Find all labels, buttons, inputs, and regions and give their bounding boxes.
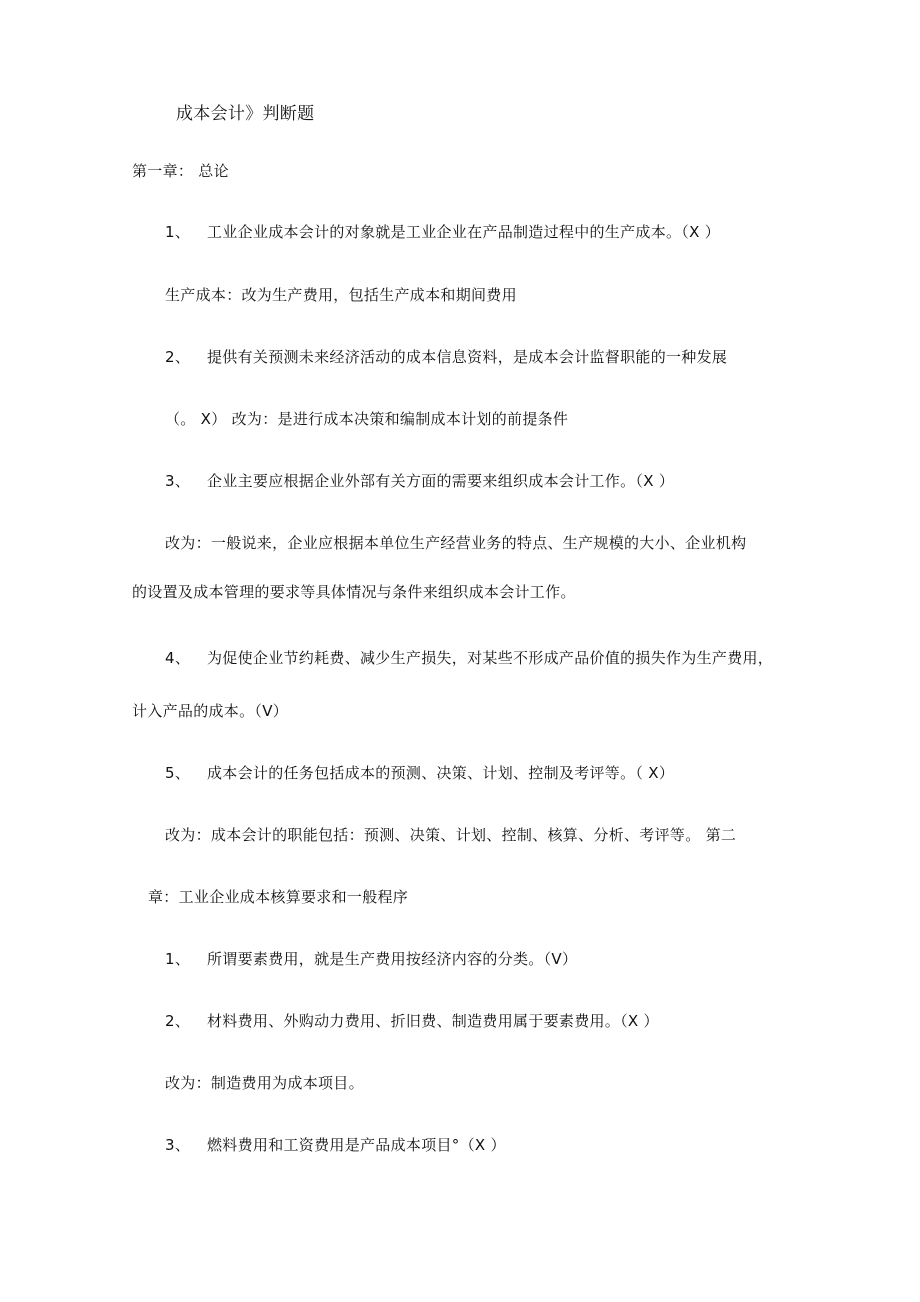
correction-note: 生产成本：改为生产费用，包括生产成本和期间费用 (165, 286, 517, 304)
chapter-heading-continued: 章：工业企业成本核算要求和一般程序 (148, 888, 409, 906)
item-number: 3、 (165, 472, 191, 490)
item-text: 材料费用、外购动力费用、折旧费、制造费用属于要素费用。（X ） (207, 1012, 659, 1030)
item-number: 2、 (165, 1012, 191, 1030)
item-number: 3、 (165, 1136, 191, 1154)
list-item (165, 222, 720, 242)
item-number: 1、 (165, 950, 191, 968)
item-text: 企业主要应根据企业外部有关方面的需要来组织成本会计工作。（X ） (207, 472, 675, 490)
item-number: 5、 (165, 764, 191, 782)
item-text: 成本会计的任务包括成本的预测、决策、计划、控制及考评等。（ X） (207, 764, 675, 782)
correction-note-continued: 的设置及成本管理的要求等具体情况与条件来组织成本会计工作。 (132, 583, 576, 601)
correction-note: 改为：成本会计的职能包括：预测、决策、计划、控制、核算、分析、考评等。 第二 (165, 826, 737, 844)
item-text: 所谓要素费用，就是生产费用按经济内容的分类。（V） (207, 950, 578, 968)
item-text: 提供有关预测未来经济活动的成本信息资料，是成本会计监督职能的一种发展 (207, 348, 728, 366)
item-text: 工业企业成本会计的对象就是工业企业在产品制造过程中的生产成本。（X ） (207, 223, 721, 241)
correction-note: （。 X） 改为：是进行成本决策和编制成本计划的前提条件 (165, 410, 569, 428)
list-item (165, 1135, 506, 1155)
list-item (165, 763, 674, 783)
item-number: 4、 (165, 649, 191, 667)
list-item (165, 347, 727, 367)
correction-note: 改为：制造费用为成本项目。 (165, 1074, 364, 1092)
item-text: 燃料费用和工资费用是产品成本项目°（X ） (207, 1136, 506, 1154)
list-item (165, 648, 773, 668)
item-number: 2、 (165, 348, 191, 366)
list-item (165, 1011, 659, 1031)
list-item (165, 949, 577, 969)
page-title: 成本会计》判断题 (176, 104, 315, 124)
chapter-heading: 第一章： 总论 (132, 162, 229, 180)
correction-note: 改为：一般说来，企业应根据本单位生产经营业务的特点、生产规模的大小、企业机构 (165, 534, 747, 552)
item-text-continued: 计入产品的成本。（V） (132, 702, 289, 720)
list-item (165, 471, 674, 491)
item-text: 为促使企业节约耗费、减少生产损失，对某些不形成产品价值的损失作为生产费用， (207, 649, 774, 667)
item-number: 1、 (165, 223, 191, 241)
